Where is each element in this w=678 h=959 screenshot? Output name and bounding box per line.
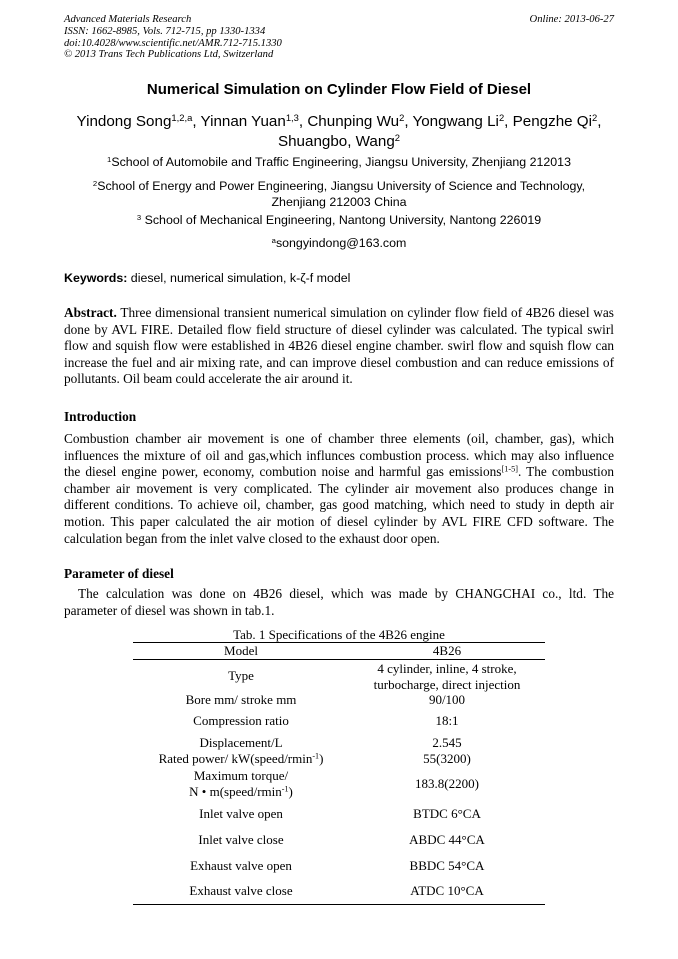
table-caption: Tab. 1 Specifications of the 4B26 engine: [233, 627, 445, 642]
online-date: Online: 2013-06-27: [529, 14, 614, 25]
author: Yindong Song$^{1,2,a}$,: [76, 111, 201, 130]
paper-title: Numerical Simulation on Cylinder Flow Field of Diesel: [146, 81, 532, 98]
doi-line: doi:10.4028/www.scientific.net/AMR.712-715.1330: [64, 37, 282, 49]
abstract-paragraph: Abstract. Three dimensional transient numerical simulation on cylinder flow field of 4B26 diesel was done by AVL FIRE. Detailed flow field structure of diesel cylinder was calculated. The typical swirl flow and squish flow were established in 4B26 diesel engine chamber. swirl flow and squish flow can increase the fuel and air mixing rate, and can improve diesel combustion and can reduce emissions of pollutants. Oil beam could accelerate the air around it.: [64, 305, 614, 387]
citation-ref: [1-5]: [501, 464, 518, 474]
author: Shuangbo, Wang$^2$: [277, 131, 401, 150]
table-bottom-rule: [133, 904, 545, 905]
section-heading-introduction: Introduction: [64, 409, 137, 424]
abstract-label: Abstract.: [64, 305, 117, 320]
author: Chunping Wu$^2$,: [307, 111, 413, 130]
author-email: $^a$songyindong@163.com: [271, 235, 407, 250]
journal-name: Advanced Materials Research: [64, 14, 192, 25]
author: Pengzhe Qi$^2$,: [512, 111, 602, 130]
keywords: Keywords: diesel, numerical simulation, k-ζ-f model: [64, 271, 351, 285]
author: Yongwang Li$^2$,: [412, 111, 513, 130]
introduction-paragraph: Combustion chamber air movement is one of chamber three elements (oil, chamber, gas), which influences the mixture of oil and gas,which influnces combustion process. which may also influence the diesel engine power, economy, combution noise and harmful gas emissions[1-5]. The combustion chamber air movement is very complicated. The cylinder air movement also produces change in different conditions. To achieve oil, chamber, gas good matching, which need to study in depth air motion. This paper calculated the air motion of diesel cylinder by AVL FIRE CFD software. The calculation began from the inlet valve closed to the exhaust door open.: [64, 431, 614, 546]
section-heading-parameter: Parameter of diesel: [64, 566, 174, 581]
issn-line: ISSN: 1662-8985, Vols. 712-715, pp 1330-1334: [64, 25, 266, 37]
journal-header: [64, 14, 282, 61]
table-header-model: Model: [224, 643, 258, 658]
author: Yinnan Yuan$^{1,3}$,: [200, 111, 308, 130]
affiliation-2: $^2$School of Energy and Power Engineering, Jiangsu University of Science and Technology, Zhenjiang 212003 China: [92, 178, 586, 209]
affiliation-3: $^3$ School of Mechanical Engineering, Nantong University, Nantong 226019: [136, 212, 542, 227]
author-list: [52, 112, 626, 152]
parameter-paragraph: The calculation was done on 4B26 diesel, which was made by CHANGCHAI co., ltd. The parameter of diesel was shown in tab.1.: [64, 586, 614, 618]
table-header-rule: [133, 659, 545, 660]
copyright-line: © 2013 Trans Tech Publications Ltd, Switzerland: [64, 49, 274, 61]
affiliation-1: $^1$School of Automobile and Traffic Engineering, Jiangsu University, Zhenjiang 212013: [107, 154, 571, 169]
table-header-value: 4B26: [432, 643, 462, 658]
